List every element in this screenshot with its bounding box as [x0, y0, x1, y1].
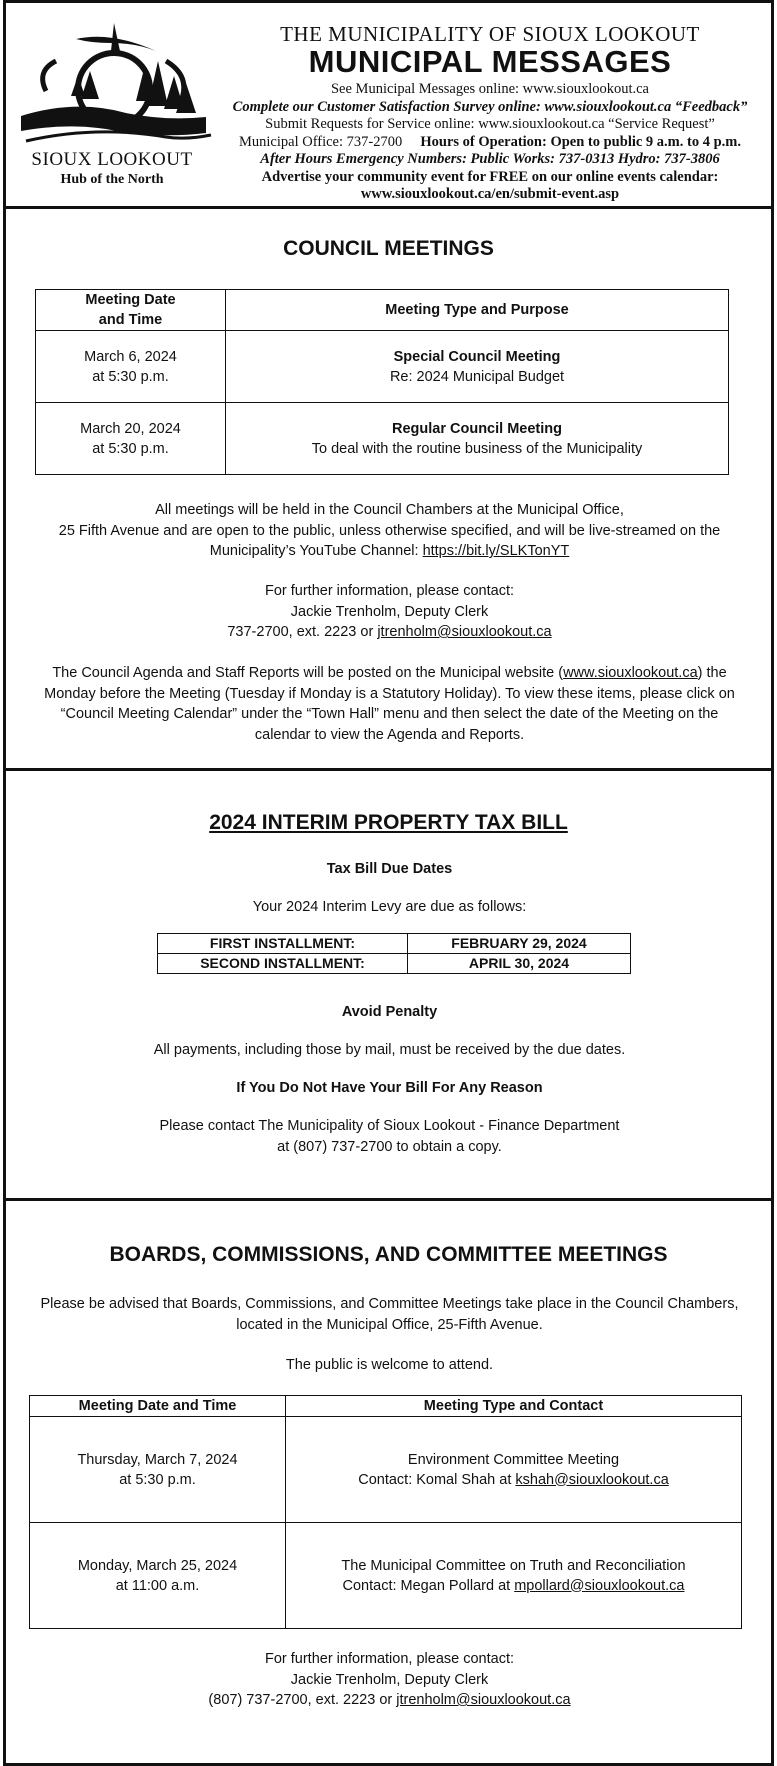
council-meetings-section [3, 206, 774, 771]
municipality-name: THE MUNICIPALITY OF SIOUX LOOKOUT [280, 22, 700, 46]
office-line [206, 134, 774, 152]
masthead-title: MUNICIPAL MESSAGES [308, 44, 672, 79]
contact-email-link[interactable]: kshah@siouxlookout.ca [515, 1471, 669, 1488]
logo-tagline: Hub of the North [60, 172, 164, 187]
column-header-type: Meeting Type and Contact [286, 1396, 742, 1417]
table-header-row [36, 290, 729, 331]
nobill-text: Please contact The Municipality of Sioux Lookout - Finance Department at (807) 737-2700 to obtain a copy. [159, 1118, 620, 1155]
table-row [30, 1417, 742, 1523]
table-row [158, 934, 631, 954]
tax-title: 2024 INTERIM PROPERTY TAX BILL [209, 811, 568, 834]
installment-date: APRIL 30, 2024 [408, 954, 631, 974]
boards-committees-section [3, 1198, 774, 1766]
table-row [158, 954, 631, 974]
website-link[interactable]: www.siouxlookout.ca [563, 665, 698, 681]
requests-line: Submit Requests for Service online: www.siouxlookout.ca “Service Request” [265, 116, 715, 132]
masthead [3, 0, 774, 209]
agenda-info-text: The Council Agenda and Staff Reports will be posted on the Municipal website (www.siouxlookout.ca) the Monday before the Meeting (Tuesday if Monday is a Statutory Holiday). To view these items, please click on “Council Meeting Calendar” under the “Town Hall” menu and then select the date of the Meeting on the calendar to view the Agenda and Reports. [44, 665, 735, 743]
emergency-line: After Hours Emergency Numbers: Public Works: 737-0313 Hydro: 737-3806 [260, 151, 720, 167]
meeting-date-cell: March 20, 2024 at 5:30 p.m. [36, 403, 226, 475]
survey-line: Complete our Customer Satisfaction Survey online: www.siouxlookout.ca “Feedback” [232, 98, 748, 115]
office-hours: Hours of Operation: Open to public 9 a.m. to 4 p.m. [420, 133, 741, 150]
column-header-date: Meeting Date and Time [30, 1396, 286, 1417]
meeting-type-cell: The Municipal Committee on Truth and Reconciliation Contact: Megan Pollard at mpollard@siouxlookout.ca [286, 1523, 742, 1629]
nobill-heading: If You Do Not Have Your Bill For Any Reason [236, 1080, 543, 1096]
penalty-text: All payments, including those by mail, must be received by the due dates. [153, 1042, 626, 1058]
contact-email-link[interactable]: mpollard@siouxlookout.ca [514, 1577, 685, 1594]
column-header-type: Meeting Type and Purpose [226, 290, 729, 331]
municipal-logo [16, 21, 216, 191]
meeting-type-cell: Environment Committee Meeting Contact: Komal Shah at kshah@siouxlookout.ca [286, 1417, 742, 1523]
meeting-date-cell: Thursday, March 7, 2024 at 5:30 p.m. [30, 1417, 286, 1523]
contact-email-link[interactable]: jtrenholm@siouxlookout.ca [396, 1692, 571, 1708]
office-phone: Municipal Office: 737-2700 [239, 133, 403, 150]
boards-intro: Please be advised that Boards, Commissions, and Committee Meetings take place in the Council Chambers, located in the Municipal Office, 25-Fifth Avenue. [40, 1296, 739, 1333]
penalty-heading: Avoid Penalty [341, 1004, 438, 1020]
meeting-location-text: All meetings will be held in the Council Chambers at the Municipal Office, 25 Fifth Avenue and are open to the public, unless otherwise specified, and will be live-streamed on the Municipality’s YouTube Channel: https://bit.ly/SLKTonYT [58, 502, 721, 559]
masthead-text [206, 23, 774, 204]
installment-label: SECOND INSTALLMENT: [158, 954, 408, 974]
table-row [36, 403, 729, 475]
contact-email-link[interactable]: jtrenholm@siouxlookout.ca [377, 624, 552, 640]
property-tax-section [3, 768, 774, 1201]
table-row [36, 331, 729, 403]
meeting-type-cell: Regular Council Meeting To deal with the routine business of the Municipality [226, 403, 729, 475]
column-header-date: Meeting Date and Time [36, 290, 226, 331]
advertise-line: Advertise your community event for FREE on our online events calendar: [261, 168, 719, 185]
boards-title: BOARDS, COMMISSIONS, AND COMMITTEE MEETINGS [109, 1243, 668, 1266]
meeting-date-cell: March 6, 2024 at 5:30 p.m. [36, 331, 226, 403]
youtube-link[interactable]: https://bit.ly/SLKTonYT [422, 543, 570, 559]
installments-table [157, 933, 631, 974]
tax-subtitle: Tax Bill Due Dates [326, 861, 453, 877]
table-header-row [30, 1396, 742, 1417]
events-url: www.siouxlookout.ca/en/submit-event.asp [360, 186, 620, 202]
sun-and-trees-icon [16, 21, 216, 151]
installment-label: FIRST INSTALLMENT: [158, 934, 408, 954]
meeting-type-cell: Special Council Meeting Re: 2024 Municipal Budget [226, 331, 729, 403]
council-meetings-table [35, 289, 729, 475]
committee-meetings-table [29, 1395, 742, 1629]
table-row [30, 1523, 742, 1629]
logo-wordmark: SIOUX LOOKOUT [31, 149, 193, 170]
online-line: See Municipal Messages online: www.siouxlookout.ca [330, 81, 649, 97]
council-contact-block: For further information, please contact: Jackie Trenholm, Deputy Clerk 737-2700, ext. 2223 or jtrenholm@siouxlookout.ca [227, 583, 552, 640]
installment-date: FEBRUARY 29, 2024 [408, 934, 631, 954]
tax-intro: Your 2024 Interim Levy are due as follows: [252, 899, 527, 915]
meeting-date-cell: Monday, March 25, 2024 at 11:00 a.m. [30, 1523, 286, 1629]
boards-contact-block: For further information, please contact: Jackie Trenholm, Deputy Clerk (807) 737-2700, ext. 2223 or jtrenholm@siouxlookout.ca [208, 1651, 571, 1708]
public-welcome-text: The public is welcome to attend. [285, 1357, 494, 1373]
council-title: COUNCIL MEETINGS [283, 237, 494, 260]
